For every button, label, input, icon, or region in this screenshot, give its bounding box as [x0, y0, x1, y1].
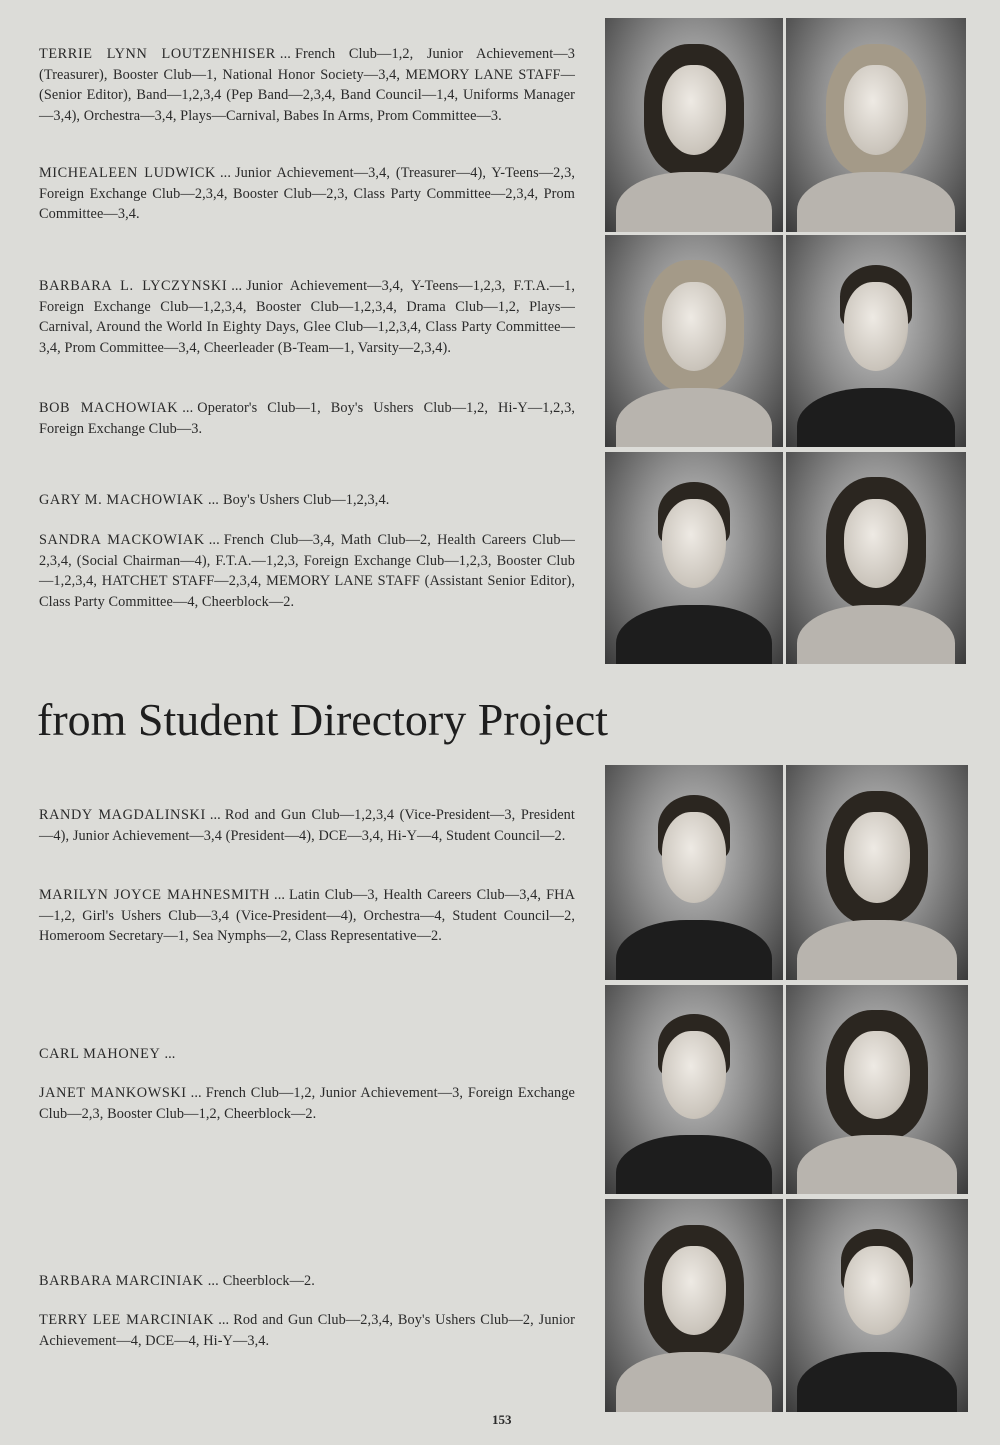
student-activities: Rod and Gun Club—2,3,4, Boy's Ushers Club—2, Junior Achievement—4, DCE—4, Hi-Y—3,4. — [39, 1312, 575, 1349]
student-activities: Boy's Ushers Club—1,2,3,4. — [222, 492, 390, 508]
separator: ... — [190, 1085, 202, 1101]
entry-mahoney — [39, 1044, 575, 1065]
entry-gary-machowiak — [39, 490, 575, 511]
student-activities: Latin Club—3, Health Careers Club—3,4, FHA—1,2, Girl's Ushers Club—3,4 (Vice-President—4), Orchestra—4, Student Council—2, Homeroom Secretary—1, Sea Nymphs—2, Class Representative—2. — [39, 887, 576, 944]
student-name: BARBARA L. LYCZYNSKI — [39, 278, 228, 294]
entry-ludwick — [39, 163, 575, 225]
student-name: JANET MANKOWSKI — [39, 1085, 187, 1101]
entry-bob-machowiak — [39, 398, 575, 439]
portrait-photo — [786, 1199, 968, 1412]
entry-loutzenhiser — [39, 44, 575, 126]
student-name: RANDY MAGDALINSKI — [39, 807, 206, 823]
student-name: SANDRA MACKOWIAK — [39, 532, 205, 548]
entry-magdalinski — [39, 805, 575, 846]
portrait-photo — [605, 18, 783, 232]
portrait-photo — [786, 452, 966, 664]
page-number: 153 — [492, 1412, 512, 1427]
separator: ... — [219, 165, 232, 181]
student-activities: Junior Achievement—3,4, Y-Teens—1,2,3, F.T.A.—1, Foreign Exchange Club—1,2,3,4, Booster Club—1,2,3,4, Drama Club—1,2, Plays—Carnival, Around the World In Eighty Days, Glee Club—1,2,3,4, Class Party Committee—3,4, Prom Committee—3,4, Cheerleader (B-Team—1, Varsity—2,3,4). — [39, 278, 575, 356]
student-activities: Rod and Gun Club—1,2,3,4 (Vice-President—3, President—4), Junior Achievement—3,4 (President—4), DCE—3,4, Hi-Y—4, Student Council—2. — [39, 807, 575, 844]
separator: ... — [231, 278, 243, 294]
student-name: MARILYN JOYCE MAHNESMITH — [39, 887, 271, 903]
portrait-photo — [605, 765, 783, 980]
entry-mankowski — [39, 1083, 575, 1124]
student-name: BOB MACHOWIAK — [39, 400, 179, 416]
student-activities: Junior Achievement—3,4, (Treasurer—4), Y-Teens—2,3, Foreign Exchange Club—2,3,4, Booster Club—2,3, Class Party Committee—2,3,4, Prom Committee—3,4. — [39, 165, 575, 222]
student-activities: French Club—3,4, Math Club—2, Health Careers Club—2,3,4, (Social Chairman—4), F.T.A.—1,2,3, Foreign Exchange Club—1,2,3, Booster Club—1,2,3,4, HATCHET STAFF—2,3,4, MEMORY LANE STAFF (Assistant Senior Editor), Class Party Committee—4, Cheerblock—2. — [39, 532, 575, 610]
student-activities: Operator's Club—1, Boy's Ushers Club—1,2, Hi-Y—1,2,3, Foreign Exchange Club—3. — [39, 400, 575, 437]
student-activities: Cheerblock—2. — [222, 1273, 315, 1289]
separator: ... — [208, 532, 220, 548]
student-name: GARY M. MACHOWIAK — [39, 492, 204, 508]
portrait-photo — [786, 235, 966, 447]
portrait-photo — [786, 765, 968, 980]
section-heading: from Student Directory Project — [37, 694, 609, 745]
separator: ... — [279, 46, 291, 62]
entry-lyczynski — [39, 276, 575, 358]
portrait-photo — [786, 18, 966, 232]
portrait-photo — [605, 235, 783, 447]
student-activities: French Club—1,2, Junior Achievement—3 (Treasurer), Booster Club—1, National Honor Society—3,4, MEMORY LANE STAFF—(Senior Editor), Band—1,2,3,4 (Pep Band—2,3,4, Band Council—1,4, Uniforms Manager—3,4), Orchestra—3,4, Plays—Carnival, Babes In Arms, Prom Committee—3. — [39, 46, 575, 124]
separator: ... — [209, 807, 221, 823]
student-activities: French Club—1,2, Junior Achievement—3, Foreign Exchange Club—2,3, Booster Club—1,2, Cheerblock—2. — [39, 1085, 575, 1122]
separator: ... — [218, 1312, 230, 1328]
student-name: CARL MAHONEY — [39, 1046, 161, 1062]
entry-barbara-marciniak — [39, 1271, 575, 1292]
portrait-photo — [786, 985, 968, 1194]
separator: ... — [274, 887, 286, 903]
entry-terry-marciniak — [39, 1310, 575, 1351]
portrait-photo — [605, 1199, 783, 1412]
entry-mackowiak — [39, 530, 575, 612]
separator: ... — [164, 1046, 176, 1062]
student-name: BARBARA MARCINIAK — [39, 1273, 204, 1289]
student-name: MICHEALEEN LUDWICK — [39, 165, 216, 181]
separator: ... — [207, 1273, 219, 1289]
entry-mahnesmith — [39, 885, 575, 947]
student-name: TERRY LEE MARCINIAK — [39, 1312, 215, 1328]
student-name: TERRIE LYNN LOUTZENHISER — [39, 46, 276, 62]
portrait-photo — [605, 985, 783, 1194]
separator: ... — [182, 400, 194, 416]
separator: ... — [207, 492, 219, 508]
portrait-photo — [605, 452, 783, 664]
